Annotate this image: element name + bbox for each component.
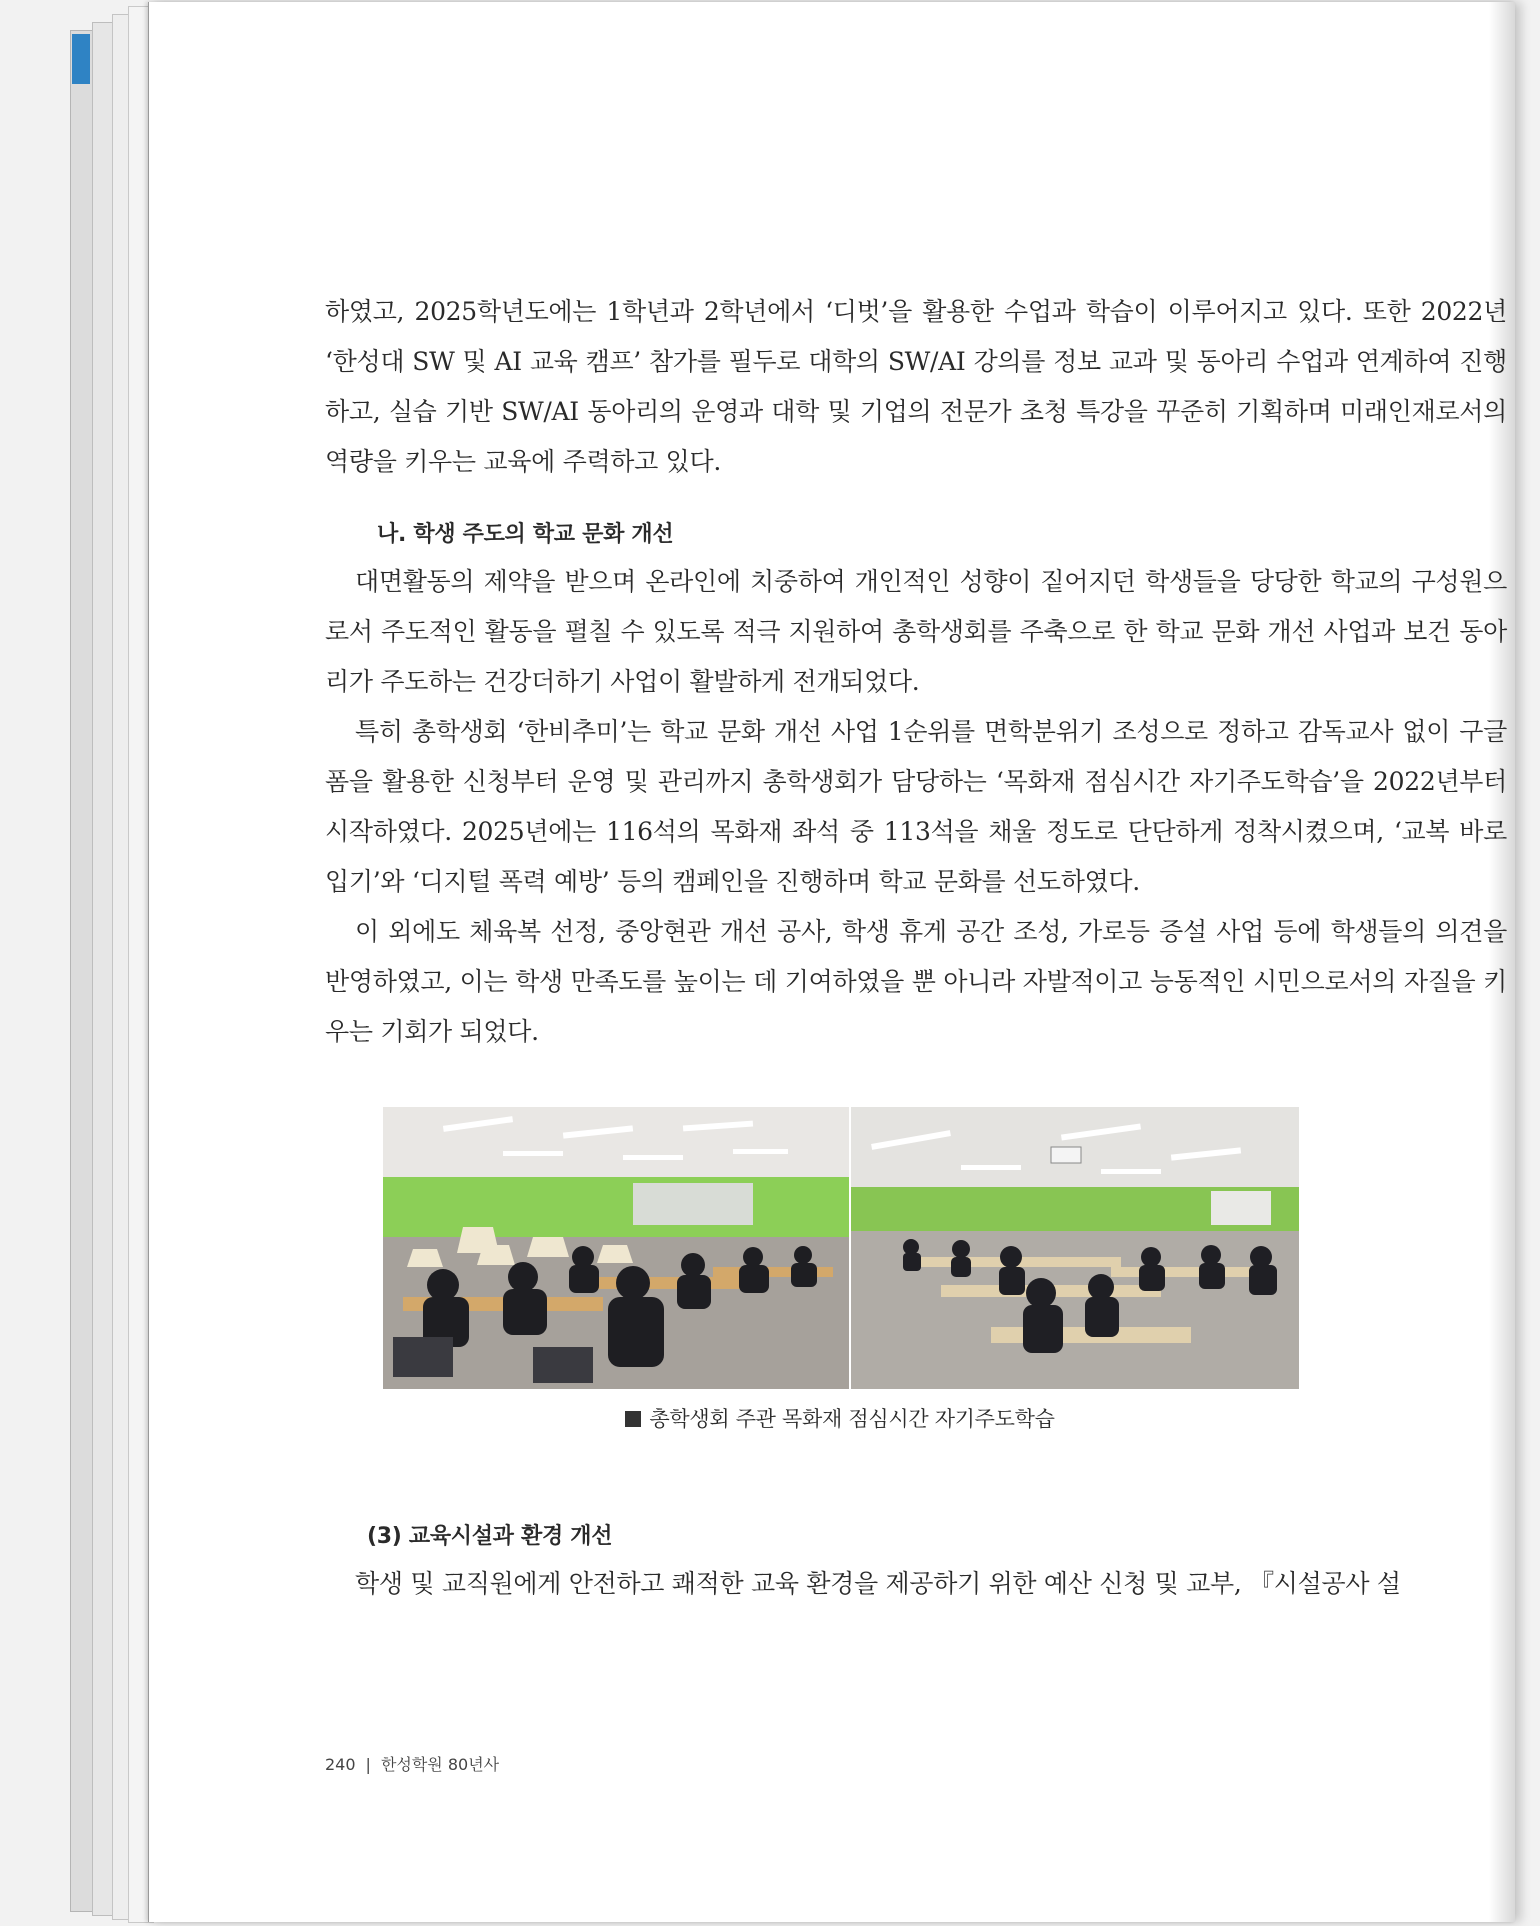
body-paragraph: 이 외에도 체육복 선정, 중앙현관 개선 공사, 학생 휴게 공간 조성, 가로등 증설 사업 등에 학생들의 의견을 반영하였고, 이는 학생 만족도를 높이는 데 기여하였을 뿐 아니라 자발적이고 능동적인 시민으로서의 자질을 키우는 기회가 되었다. [325, 917, 1507, 1046]
body-paragraph: 학생 및 교직원에게 안전하고 쾌적한 교육 환경을 제공하기 위한 예산 신청 및 교부, 『시설공사 설 [355, 1569, 1401, 1598]
section-heading: 나. 학생 주도의 학교 문화 개선 [377, 522, 674, 547]
study-hall-photo-left [383, 1107, 851, 1389]
study-hall-photo-right [851, 1107, 1299, 1389]
section-tab-marker [72, 34, 90, 84]
photo-group [383, 1107, 1299, 1389]
book-page [148, 2, 1515, 1922]
body-paragraph: 하였고, 2025학년도에는 1학년과 2학년에서 ‘디벗’을 활용한 수업과 학습이 이루어지고 있다. 또한 2022년 ‘한성대 SW 및 AI 교육 캠프’ 참가를 필두로 대학의 SW/AI 강의를 정보 교과 및 동아리 수업과 연계하여 진행하고, 실습 기반 SW/AI 동아리의 운영과 대학 및 기업의 전문가 초청 특강을 꾸준히 기획하며 미래인재로서의 역량을 키우는 교육에 주력하고 있다. [325, 297, 1507, 476]
page-content [325, 287, 1507, 1609]
book-title: 한성학원 80년사 [380, 1755, 500, 1774]
section-heading: (3) 교육시설과 환경 개선 [367, 1524, 613, 1549]
photo-caption [325, 1397, 1355, 1441]
page-number: 240 [325, 1755, 356, 1774]
body-paragraph: 특히 총학생회 ‘한비추미’는 학교 문화 개선 사업 1순위를 면학분위기 조성으로 정하고 감독교사 없이 구글폼을 활용한 신청부터 운영 및 관리까지 총학생회가 담당하는 ‘목화재 점심시간 자기주도학습’을 2022년부터 시작하였다. 2025년에는 116석의 목화재 좌석 중 113석을 채울 정도로 단단하게 정착시켰으며, ‘교복 바로 입기’와 ‘디지털 폭력 예방’ 등의 캠페인을 진행하며 학교 문화를 선도하였다. [325, 717, 1507, 896]
footer-separator: | [365, 1755, 371, 1774]
caption-bullet-icon [625, 1411, 641, 1427]
body-paragraph: 대면활동의 제약을 받으며 온라인에 치중하여 개인적인 성향이 짙어지던 학생들을 당당한 학교의 구성원으로서 주도적인 활동을 펼칠 수 있도록 적극 지원하여 총학생회를 주축으로 한 학교 문화 개선 사업과 보건 동아리가 주도하는 건강더하기 사업이 활발하게 전개되었다. [325, 567, 1507, 696]
caption-text: 총학생회 주관 목화재 점심시간 자기주도학습 [649, 1407, 1055, 1431]
page-footer [325, 1752, 499, 1775]
